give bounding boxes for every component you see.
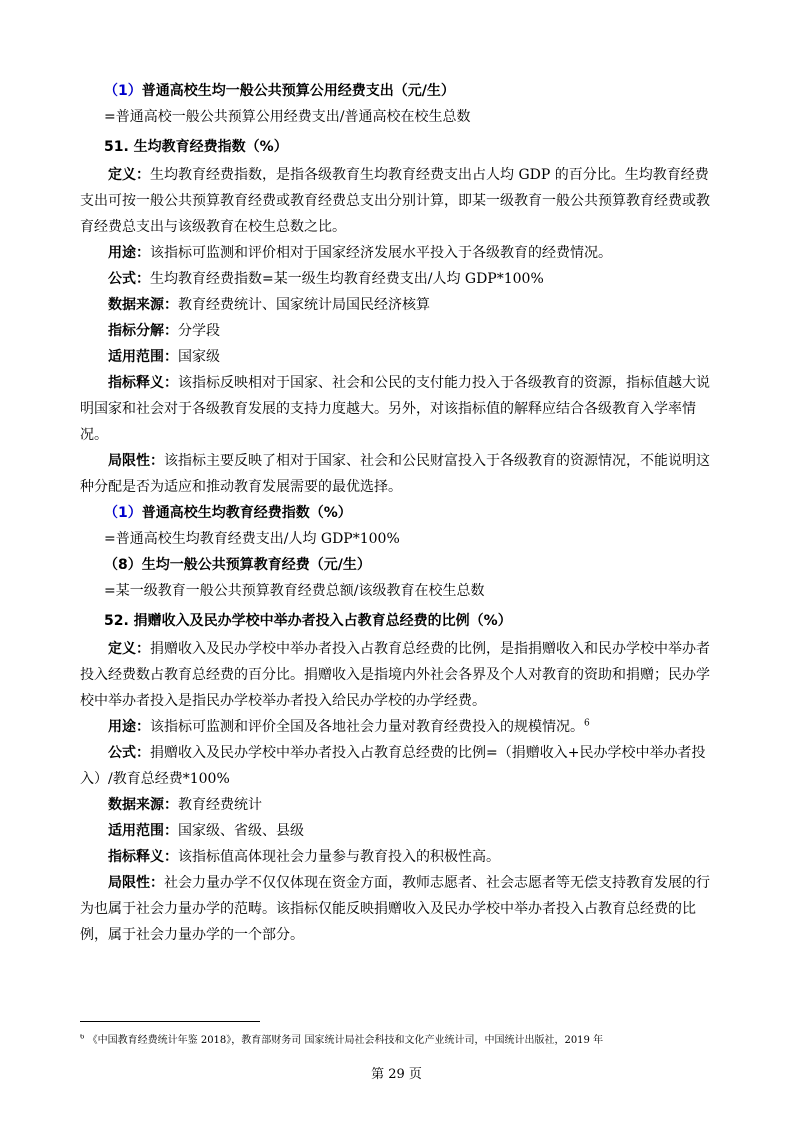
section-51-title: 51. 生均教育经费指数（%） — [104, 139, 288, 155]
term-text: 该指标主要反映了相对于国家、社会和公民财富投入于各级教育的资源情况，不能说明这种分配是否为适应和推动教育发展需要的最优选择。 — [80, 453, 710, 495]
term-label: 用途： — [108, 719, 150, 735]
term-label: 局限性： — [108, 875, 164, 891]
term-text: 教育经费统计、国家统计局国民经济核算 — [178, 297, 430, 313]
term-text: 生均教育经费指数=某一级生均教育经费支出/人均 GDP*100% — [150, 271, 544, 287]
term-text: 捐赠收入及民办学校中举办者投入占教育总经费的比例=（捐赠收入+民办学校中举办者投入）/教育总经费*100% — [80, 745, 706, 787]
s51-limitation — [80, 448, 720, 500]
footnote — [80, 1034, 720, 1048]
footnote-text: 《中国教育经费统计年鉴 2018》，教育部财务司 国家统计局社会科技和文化产业统计司，中国统计出版社，2019 年 — [87, 1035, 604, 1046]
subheading-text: 普通高校生均教育经费指数（%） — [141, 505, 352, 521]
footnote-reference[interactable]: 6 — [584, 718, 590, 729]
subheading-text: 普通高校生均一般公共预算公用经费支出（元/生） — [141, 83, 455, 99]
s52-source — [80, 792, 720, 818]
term-label: 指标释义： — [108, 849, 178, 865]
term-label: 公式： — [108, 271, 150, 287]
s51-interpretation — [80, 370, 720, 448]
term-text: 国家级、省级、县级 — [178, 823, 304, 839]
term-label: 公式： — [108, 745, 150, 761]
formula-line: =普通高校生均教育经费支出/人均 GDP*100% — [104, 531, 400, 547]
term-text: 该指标可监测和评价全国及各地社会力量对教育经费投入的规模情况。 — [150, 719, 584, 735]
s52-scope — [80, 818, 720, 844]
footnote-divider — [80, 1021, 260, 1022]
term-text: 该指标值高体现社会力量参与教育投入的积极性高。 — [178, 849, 500, 865]
s52-limitation — [80, 870, 720, 948]
term-text: 生均教育经费指数，是指各级教育生均教育经费支出占人均 GDP 的百分比。生均教育经费支出可按一般公共预算教育经费或教育经费总支出分别计算，即某一级教育一般公共预算教育经费或教育经费总支出与该级教育在校生总数之比。 — [80, 167, 710, 235]
s51-source — [80, 292, 720, 318]
section-52-title: 52. 捐赠收入及民办学校中举办者投入占教育总经费的比例（%） — [104, 613, 512, 629]
s52-formula — [80, 740, 720, 792]
term-label: 指标释义： — [108, 375, 178, 391]
footnote-mark: 6 — [80, 1034, 85, 1041]
subheading-number: （1） — [104, 83, 142, 99]
term-text: 该指标反映相对于国家、社会和公民的支付能力投入于各级教育的资源，指标值越大说明国家和社会对于各级教育发展的支持力度越大。另外，对该指标值的解释应结合各级教育入学率情况。 — [80, 375, 710, 443]
term-label: 适用范围： — [108, 823, 178, 839]
s52-usage — [80, 714, 720, 740]
term-label: 用途： — [108, 245, 150, 261]
term-text: 国家级 — [178, 349, 220, 365]
term-label: 定义： — [108, 641, 150, 657]
s52-interpretation — [80, 844, 720, 870]
subheading-university-public-expense — [104, 78, 720, 104]
term-label: 指标分解： — [108, 323, 178, 339]
s51-formula — [80, 266, 720, 292]
term-text: 社会力量办学不仅仅体现在资金方面，教师志愿者、社会志愿者等无偿支持教育发展的行为也属于社会力量办学的范畴。该指标仅能反映捐赠收入及民办学校中举办者投入占教育总经费的比例，属于社会力量办学的一个部分。 — [80, 875, 710, 943]
formula-line: =某一级教育一般公共预算教育经费总额/该级教育在校生总数 — [104, 583, 485, 599]
term-label: 局限性： — [108, 453, 164, 469]
page-content — [80, 78, 720, 948]
s51-definition — [80, 162, 720, 240]
term-text: 捐赠收入及民办学校中举办者投入占教育总经费的比例，是指捐赠收入和民办学校中举办者投入经费数占教育总经费的百分比。捐赠收入是指境内外社会各界及个人对教育的资助和捐赠；民办学校中举办者投入是指民办学校举办者投入给民办学校的办学经费。 — [80, 641, 710, 709]
s52-definition — [80, 636, 720, 714]
term-label: 适用范围： — [108, 349, 178, 365]
s51-breakdown — [80, 318, 720, 344]
subheading-university-index — [104, 500, 720, 526]
formula-line: =普通高校一般公共预算公用经费支出/普通高校在校生总数 — [104, 109, 471, 125]
s51-scope — [80, 344, 720, 370]
term-text: 教育经费统计 — [178, 797, 262, 813]
term-text: 分学段 — [178, 323, 220, 339]
term-label: 数据来源： — [108, 297, 178, 313]
page-number: 第 29 页 — [371, 1067, 422, 1082]
term-label: 定义： — [108, 167, 150, 183]
subheading-public-budget-expense: （8）生均一般公共预算教育经费（元/生） — [104, 557, 371, 573]
subheading-number: （1） — [104, 505, 142, 521]
term-text: 该指标可监测和评价相对于国家经济发展水平投入于各级教育的经费情况。 — [150, 245, 612, 261]
s51-usage — [80, 240, 720, 266]
term-label: 数据来源： — [108, 797, 178, 813]
